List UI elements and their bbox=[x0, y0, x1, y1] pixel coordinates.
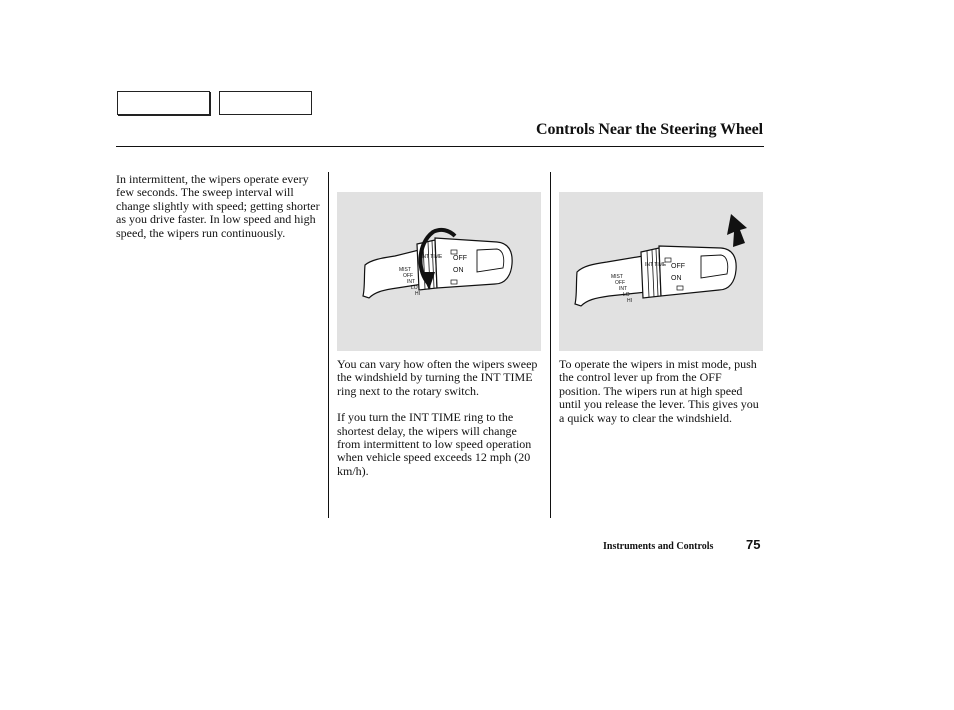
body-paragraph: If you turn the INT TIME ring to the shortest delay, the wipers will change from intermittent to low speed operation when vehicle speed exceeds 12 mph (20 km/h). bbox=[337, 410, 532, 478]
label-mist: MIST bbox=[611, 274, 623, 280]
body-paragraph: To operate the wipers in mist mode, push the control lever up from the OFF position. The wipers run at high speed until you release the lever. This gives you a quick way to clear the windshield. bbox=[559, 357, 759, 425]
column-middle bbox=[337, 358, 543, 491]
label-off: OFF bbox=[453, 255, 467, 262]
column-divider bbox=[550, 172, 551, 518]
label-int-time: INT TIME bbox=[421, 254, 443, 260]
body-paragraph: You can vary how often the wipers sweep the windshield by turning the INT TIME ring next to the rotary switch. bbox=[337, 357, 538, 398]
label-off-small: OFF bbox=[403, 273, 413, 279]
label-on: ON bbox=[671, 275, 682, 282]
label-mist: MIST bbox=[399, 267, 411, 273]
body-paragraph: In intermittent, the wipers operate every few seconds. The sweep interval will change slightly with speed; getting shorter as you drive faster. In low speed and high speed, the wipers run continuously. bbox=[116, 172, 320, 240]
label-lo: LO bbox=[411, 285, 418, 291]
nav-button-previous[interactable] bbox=[117, 91, 210, 115]
label-hi: HI bbox=[627, 298, 632, 304]
label-off-small: OFF bbox=[615, 280, 625, 286]
label-hi: HI bbox=[415, 291, 420, 297]
label-int-time: INT TIME bbox=[645, 262, 667, 268]
wiper-int-time-figure bbox=[337, 192, 541, 351]
wiper-mist-figure bbox=[559, 192, 763, 351]
label-int: INT bbox=[407, 279, 416, 285]
label-int: INT bbox=[619, 286, 628, 292]
column-right bbox=[559, 358, 765, 438]
page-title: Controls Near the Steering Wheel bbox=[536, 121, 763, 138]
label-off: OFF bbox=[671, 263, 685, 270]
footer-section-label: Instruments and Controls bbox=[603, 541, 714, 552]
column-left bbox=[116, 173, 321, 253]
nav-button-next[interactable] bbox=[219, 91, 312, 115]
column-divider bbox=[328, 172, 329, 518]
label-lo: LO bbox=[623, 292, 630, 298]
label-on: ON bbox=[453, 267, 464, 274]
page-number: 75 bbox=[746, 537, 761, 552]
title-rule bbox=[116, 146, 764, 147]
